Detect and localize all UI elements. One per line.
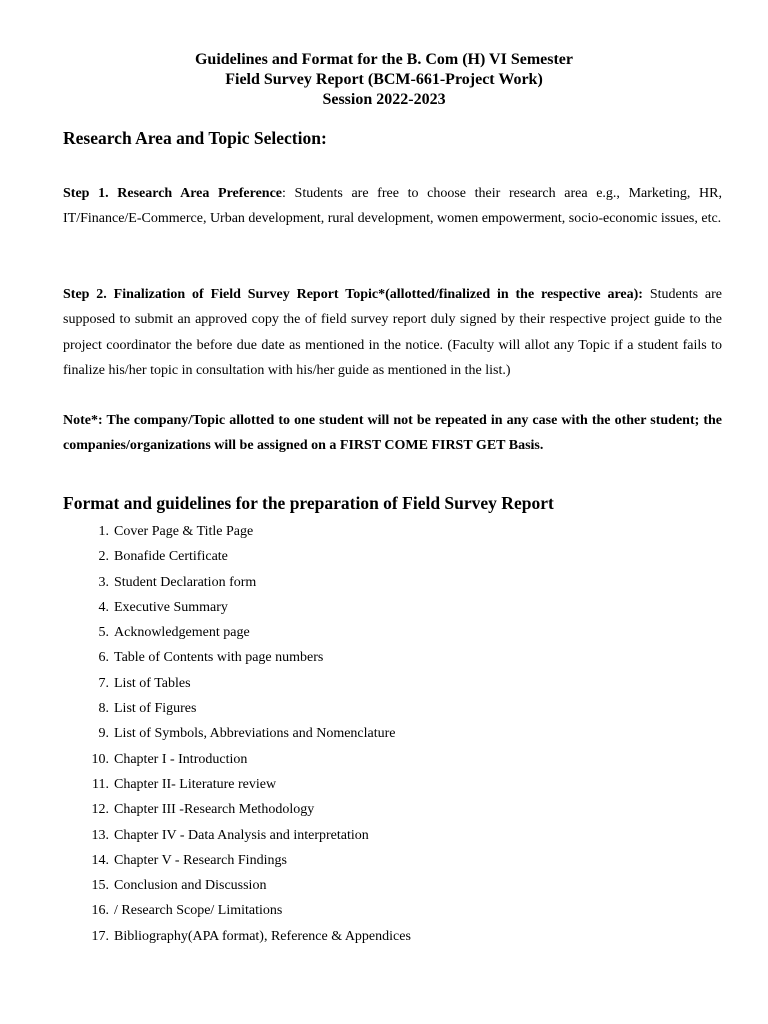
- title-line-2: Field Survey Report (BCM-661-Project Work): [225, 71, 543, 88]
- list-item: [63, 544, 722, 569]
- document-title: [0, 50, 768, 110]
- list-item: [63, 671, 722, 696]
- list-item: [63, 873, 722, 898]
- list-item-number: 16.: [91, 903, 109, 919]
- list-item: [63, 519, 722, 544]
- list-item-number: 17.: [91, 928, 109, 944]
- list-item-text: Chapter IV - Data Analysis and interpretation: [114, 827, 369, 843]
- list-item-text: Acknowledgement page: [114, 625, 250, 641]
- list-item: [63, 620, 722, 645]
- list-item-text: Executive Summary: [114, 599, 228, 615]
- list-item-number: 10.: [91, 751, 109, 767]
- list-item-number: 14.: [91, 852, 109, 868]
- list-item-text: Cover Page & Title Page: [114, 524, 254, 539]
- list-item-text: Conclusion and Discussion: [114, 878, 267, 894]
- list-item-text: List of Tables: [114, 675, 191, 691]
- format-guidelines-list: [63, 519, 722, 949]
- list-item: [63, 898, 722, 923]
- section-heading-format-guidelines: Format and guidelines for the preparation of Field Survey Report: [63, 493, 554, 513]
- list-item-text: Chapter II- Literature review: [114, 776, 277, 792]
- list-item-number: 2.: [98, 549, 109, 565]
- list-item: [63, 645, 722, 670]
- list-item: [63, 797, 722, 822]
- section-heading-research-area: Research Area and Topic Selection:: [63, 128, 327, 148]
- list-item-text: Bibliography(APA format), Reference & Appendices: [114, 928, 411, 944]
- step-1-text: : Students are free to choose their research area e.g., Marketing, HR, IT/Finance/E-Commerce, Urban development, rural development, women empowerment, socio-economic issues, etc.: [63, 186, 722, 227]
- step-1-paragraph: [63, 181, 722, 232]
- title-line-3: Session 2022-2023: [322, 91, 446, 108]
- list-item-number: 3.: [98, 574, 109, 590]
- list-item-text: Student Declaration form: [114, 574, 257, 590]
- list-item: [63, 570, 722, 595]
- list-item-text: List of Symbols, Abbreviations and Nomenclature: [114, 726, 396, 742]
- step-2-paragraph: [63, 282, 722, 383]
- list-item: [63, 848, 722, 873]
- list-item: [63, 924, 722, 949]
- list-item-text: List of Figures: [114, 701, 197, 717]
- note-paragraph: Note*: The company/Topic allotted to one student will not be repeated in any case with the other student; the companies/organizations will be assigned on a FIRST COME FIRST GET Basis.: [63, 413, 722, 454]
- list-item: [63, 747, 722, 772]
- list-item-text: Chapter V - Research Findings: [114, 852, 287, 868]
- list-item-number: 6.: [98, 650, 109, 666]
- list-item-number: 4.: [98, 599, 109, 615]
- list-item-number: 9.: [98, 726, 109, 742]
- list-item: [63, 595, 722, 620]
- list-item-number: 15.: [91, 878, 109, 894]
- list-item-text: Bonafide Certificate: [114, 549, 228, 565]
- list-item-text: Chapter III -Research Methodology: [114, 802, 315, 818]
- title-line-1: Guidelines and Format for the B. Com (H) VI Semester: [194, 51, 574, 68]
- list-item: [63, 772, 722, 797]
- list-item-number: 11.: [92, 776, 109, 792]
- list-item-number: 1.: [98, 524, 109, 539]
- list-item: [63, 721, 722, 746]
- list-item-number: 7.: [98, 675, 109, 691]
- list-item-text: / Research Scope/ Limitations: [114, 903, 283, 919]
- list-item: [63, 696, 722, 721]
- step-2-label: Step 2. Finalization of Field Survey Report Topic*(allotted/finalized in the respective area):: [63, 287, 643, 302]
- list-item-text: Table of Contents with page numbers: [114, 650, 324, 666]
- list-item-number: 13.: [91, 827, 109, 843]
- step-1-label: Step 1. Research Area Preference: [63, 186, 283, 201]
- list-item-number: 8.: [98, 701, 109, 717]
- step-2-text: Students are supposed to submit an approved copy the of field survey report duly signed by their respective project guide to the project coordinator the before due date as mentioned in the notice. (Faculty will allot any Topic if a student fails to finalize his/her topic in consultation with his/her guide as mentioned in the list.): [63, 287, 722, 378]
- list-item: [63, 823, 722, 848]
- list-item-text: Chapter I - Introduction: [114, 751, 248, 767]
- list-item-number: 5.: [98, 625, 109, 641]
- list-item-number: 12.: [91, 802, 109, 818]
